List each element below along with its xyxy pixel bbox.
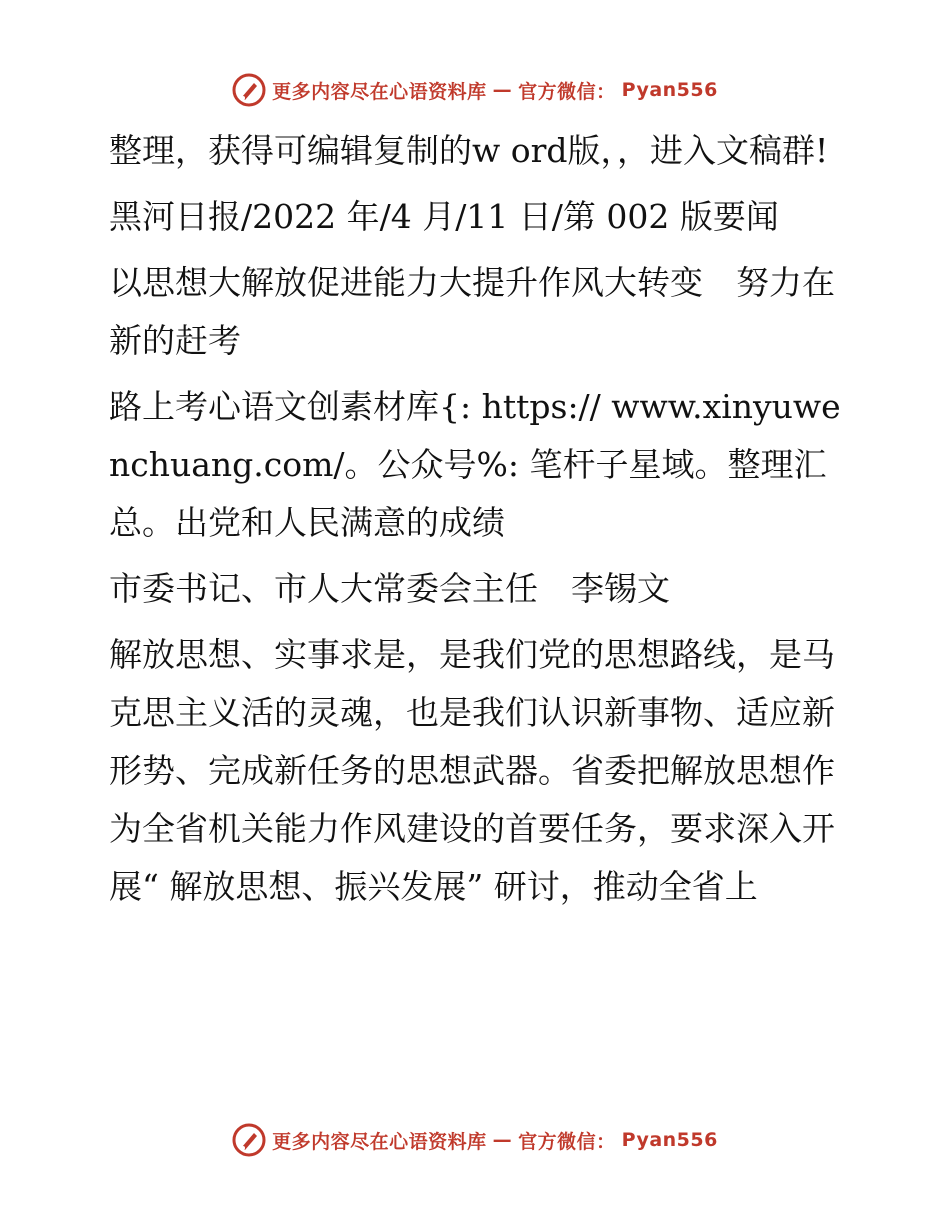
document-body bbox=[97, 122, 853, 924]
publication-line: 黑河日报/2022 年/4 月/11 日/第 002 版要闻 bbox=[109, 197, 779, 236]
intro-paragraph: 整理，获得可编辑复制的w ord版，，进入文稿群! bbox=[109, 131, 829, 170]
pen-seal-icon bbox=[232, 73, 266, 107]
banner-contact-label: 官方微信： bbox=[518, 80, 616, 103]
article-title: 以思想大解放促进能力大提升作风大转变 努力在新的赶考 bbox=[109, 263, 835, 360]
banner-separator: — bbox=[492, 1129, 513, 1151]
banner-contact-value: Pyan556 bbox=[621, 1129, 718, 1151]
header-banner bbox=[0, 70, 950, 110]
banner-contact-label: 官方微信： bbox=[518, 1130, 616, 1153]
pen-seal-icon bbox=[232, 1123, 266, 1157]
author-line: 市委书记、市人大常委会主任 李锡文 bbox=[109, 569, 670, 608]
source-note: 路上考心语文创素材库{: https:// www.xinyuwenchuang.com/。公众号%: 笔杆子星域。整理汇总。出党和人民满意的成绩 bbox=[109, 387, 841, 542]
footer-banner bbox=[0, 1120, 950, 1160]
banner-separator: — bbox=[492, 79, 513, 101]
body-paragraph: 解放思想、实事求是，是我们党的思想路线，是马克思主义活的灵魂，也是我们认识新事物、适应新形势、完成新任务的思想武器。省委把解放思想作为全省机关能力作风建设的首要任务，要求深入开展“ 解放思想、振兴发展” 研讨，推动全省上 bbox=[109, 635, 835, 906]
banner-main-text: 更多内容尽在心语资料库 bbox=[272, 1130, 487, 1153]
banner-main-text: 更多内容尽在心语资料库 bbox=[272, 80, 487, 103]
banner-contact-value: Pyan556 bbox=[621, 79, 718, 101]
